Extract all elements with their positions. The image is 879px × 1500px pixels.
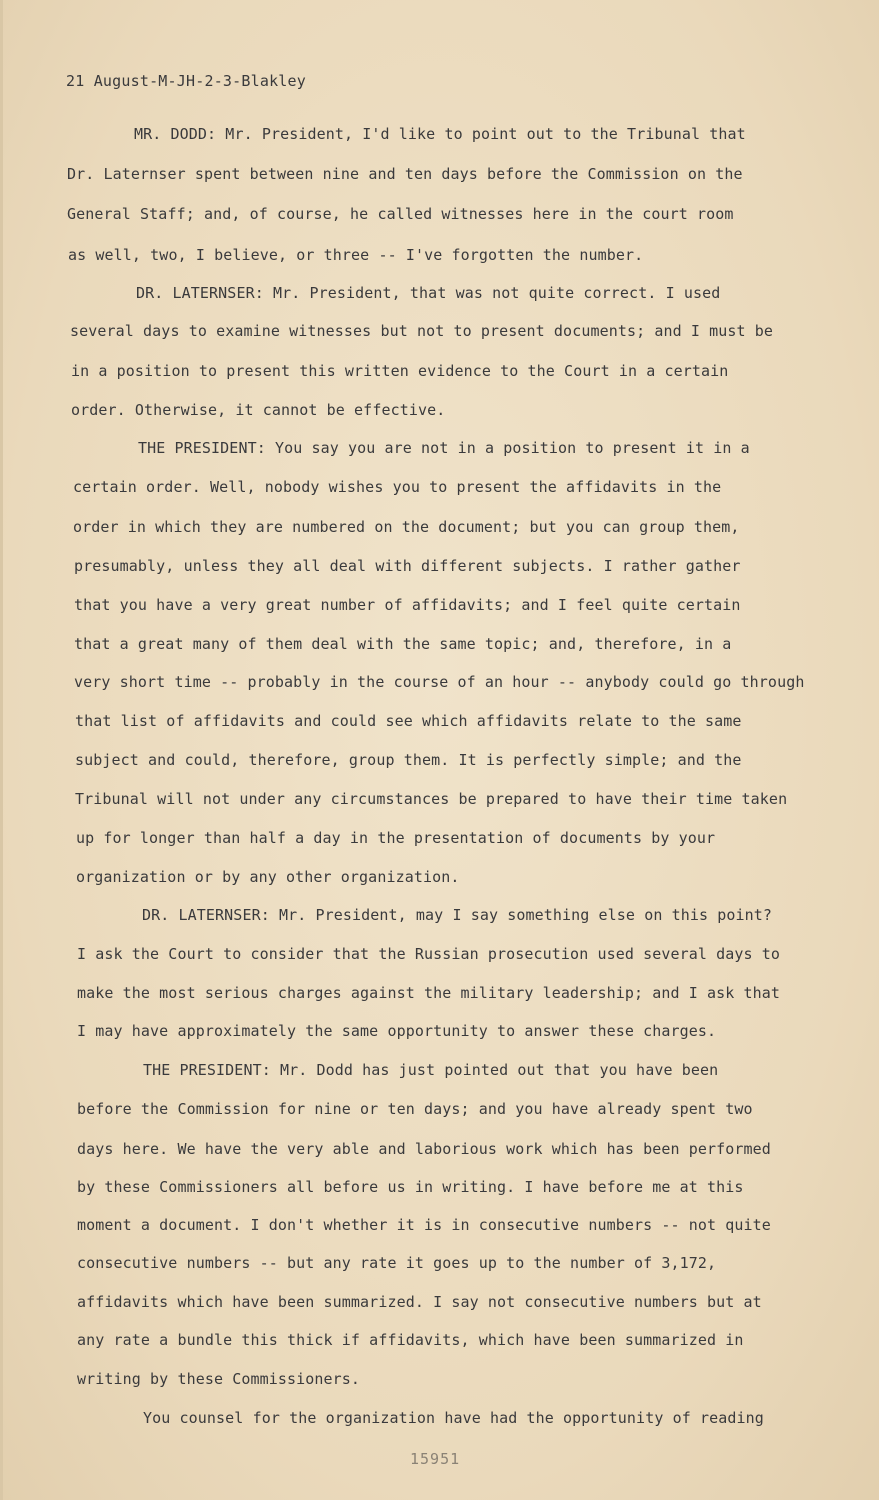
page-number: 15951: [410, 1450, 461, 1468]
text-line: in a position to present this written evidence to the Court in a certain: [71, 362, 729, 380]
text-line: several days to examine witnesses but not to present documents; and I must be: [70, 322, 774, 340]
text-line: THE PRESIDENT: Mr. Dodd has just pointed out that you have been: [143, 1061, 719, 1079]
text-line: Dr. Laternser spent between nine and ten days before the Commission on the: [67, 165, 743, 183]
text-line: that you have a very great number of affidavits; and I feel quite certain: [74, 596, 741, 614]
text-line: by these Commissioners all before us in writing. I have before me at this: [77, 1178, 744, 1196]
text-line: Tribunal will not under any circumstances be prepared to have their time taken: [75, 790, 788, 808]
text-line: any rate a bundle this thick if affidavits, which have been summarized in: [77, 1331, 744, 1349]
text-line: order in which they are numbered on the document; but you can group them,: [73, 518, 740, 536]
text-line: days here. We have the very able and laborious work which has been performed: [77, 1140, 771, 1158]
text-line: subject and could, therefore, group them. It is perfectly simple; and the: [75, 751, 742, 769]
text-line: I may have approximately the same opportunity to answer these charges.: [77, 1022, 717, 1040]
text-line: consecutive numbers -- but any rate it goes up to the number of 3,172,: [77, 1254, 717, 1272]
text-line: that list of affidavits and could see which affidavits relate to the same: [75, 712, 742, 730]
text-line: affidavits which have been summarized. I say not consecutive numbers but at: [77, 1293, 762, 1311]
text-line: order. Otherwise, it cannot be effective.: [71, 401, 446, 419]
text-line: writing by these Commissioners.: [77, 1370, 361, 1388]
page-edge: [0, 0, 3, 1500]
text-line: THE PRESIDENT: You say you are not in a position to present it in a: [138, 439, 750, 457]
text-line: presumably, unless they all deal with different subjects. I rather gather: [74, 557, 741, 575]
text-line: You counsel for the organization have had the opportunity of reading: [143, 1409, 764, 1427]
text-line: make the most serious charges against the military leadership; and I ask that: [77, 984, 781, 1002]
text-line: as well, two, I believe, or three -- I've forgotten the number.: [68, 246, 644, 264]
text-line: MR. DODD: Mr. President, I'd like to point out to the Tribunal that: [134, 125, 746, 143]
text-line: DR. LATERNSER: Mr. President, may I say something else on this point?: [142, 906, 773, 924]
document-header: 21 August-M-JH-2-3-Blakley: [66, 72, 306, 90]
text-line: moment a document. I don't whether it is in consecutive numbers -- not quite: [77, 1216, 771, 1234]
text-line: before the Commission for nine or ten days; and you have already spent two: [77, 1100, 753, 1118]
text-line: General Staff; and, of course, he called witnesses here in the court room: [67, 205, 734, 223]
text-line: DR. LATERNSER: Mr. President, that was not quite correct. I used: [136, 284, 721, 302]
text-line: certain order. Well, nobody wishes you to present the affidavits in the: [73, 478, 722, 496]
text-line: that a great many of them deal with the same topic; and, therefore, in a: [74, 635, 732, 653]
text-line: up for longer than half a day in the presentation of documents by your: [76, 829, 716, 847]
text-line: very short time -- probably in the course of an hour -- anybody could go through: [74, 673, 805, 691]
text-line: I ask the Court to consider that the Russian prosecution used several days to: [77, 945, 781, 963]
text-line: organization or by any other organization.: [76, 868, 460, 886]
